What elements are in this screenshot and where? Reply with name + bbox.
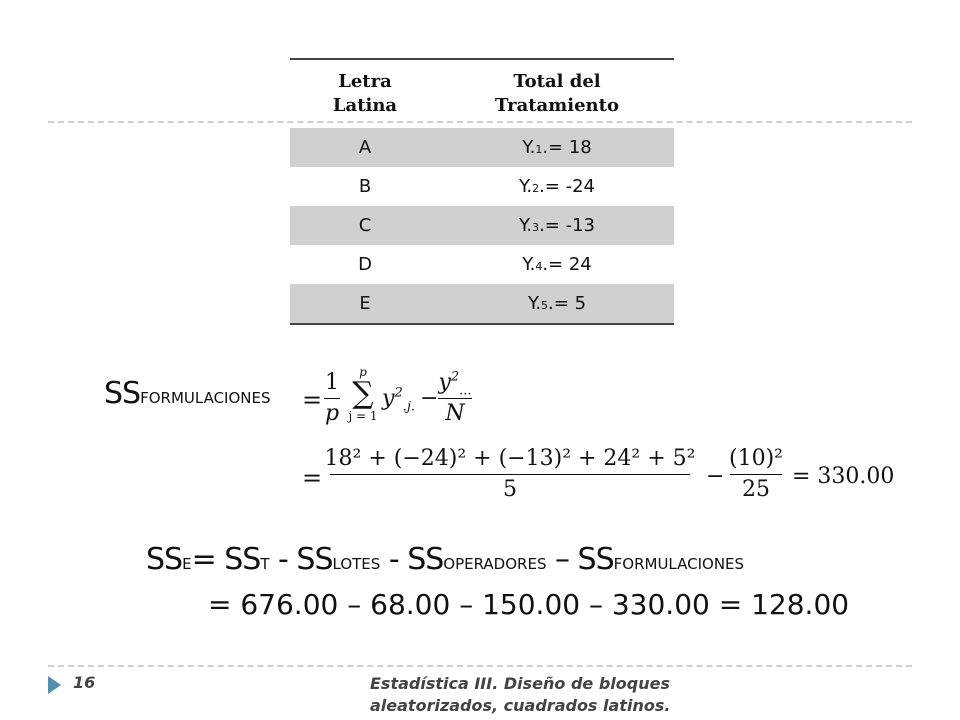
total-cell: Y.1.= 18 xyxy=(440,128,674,167)
table-header-row xyxy=(290,59,674,128)
treatment-table xyxy=(290,58,674,325)
summation-symbol: p ∑ j = 1 xyxy=(348,365,378,423)
ss-formulaciones-label: SSFORMULACIONES xyxy=(104,376,271,411)
total-cell: Y.5.= 5 xyxy=(440,284,674,324)
letter-cell: D xyxy=(358,254,372,275)
sse-equation: SSE= SST - SSLOTES - SSOPERADORES – SSFORMULACIONES xyxy=(146,542,745,577)
letter-cell: C xyxy=(290,206,440,245)
bottom-divider xyxy=(48,665,912,667)
ss-formula xyxy=(302,366,482,438)
letter-cell: B xyxy=(358,176,372,197)
ss-formulaciones-value: = 330.00 xyxy=(792,464,895,489)
header-total-tratamiento: Total del Tratamiento xyxy=(495,71,619,116)
minus-sign: − xyxy=(706,464,725,489)
fraction-one-over-p: 1 p xyxy=(324,370,340,426)
page-number: 16 xyxy=(73,673,96,692)
fraction-y-over-n: $y^2_{...}$ N xyxy=(438,369,472,426)
y-j-squared: $y^2_{.j.}$ xyxy=(382,385,416,415)
table-row xyxy=(290,245,674,284)
ss-formula-substituted xyxy=(302,446,895,506)
equals-sign: = xyxy=(302,386,323,414)
fraction-squares-over-5: 18² + (−24)² + (−13)² + 24² + 5² 5 xyxy=(324,446,696,502)
table-row xyxy=(290,167,674,206)
sse-result: = 676.00 – 68.00 – 150.00 – 330.00 = 128.00 xyxy=(208,588,850,621)
table-row xyxy=(290,128,674,167)
letter-cell: A xyxy=(290,128,440,167)
header-letra-latina: Letra Latina xyxy=(332,71,398,116)
table-row xyxy=(290,206,674,245)
letter-cell: E xyxy=(290,284,440,324)
triangle-bullet-icon xyxy=(48,676,61,694)
equals-sign: = xyxy=(302,464,323,492)
total-cell: Y.3.= -13 xyxy=(440,206,674,245)
table-row xyxy=(290,284,674,324)
total-cell: Y.4.= 24 xyxy=(522,254,592,275)
total-cell: Y.2.= -24 xyxy=(518,176,595,197)
fraction-10sq-over-25: (10)² 25 xyxy=(729,446,783,502)
footer-title: Estadística III. Diseño de bloques aleatorizados, cuadrados latinos. xyxy=(370,674,671,715)
minus-sign: − xyxy=(420,386,439,411)
